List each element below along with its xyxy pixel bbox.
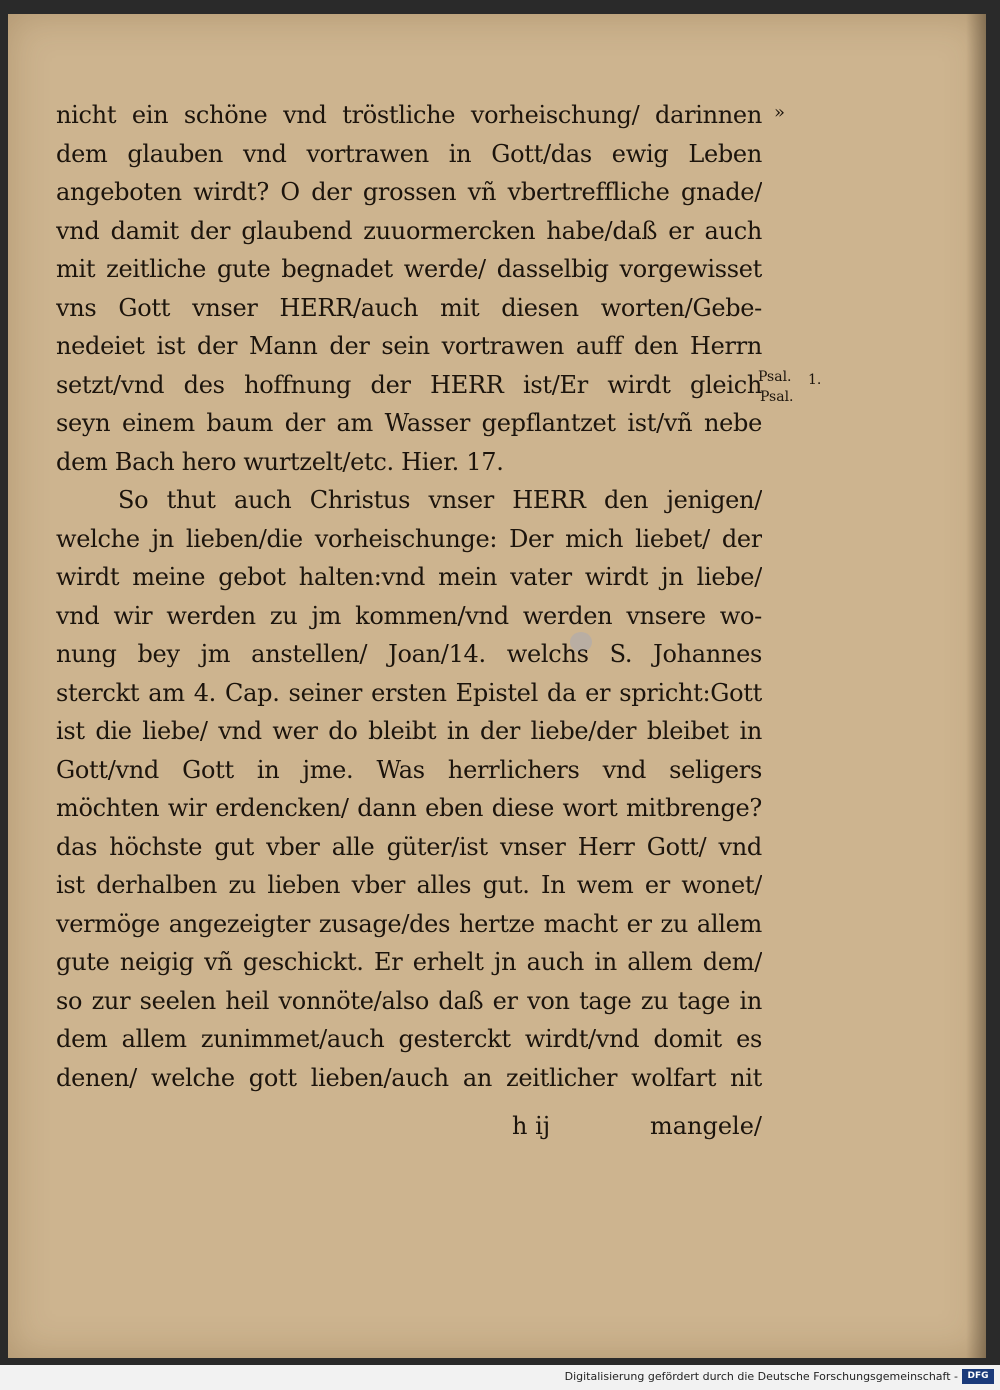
text-line: dem Bach hero wurtzelt/etc. Hier. 17. — [56, 447, 504, 476]
text-line: nicht ein schöne vnd tröstliche vorheischung/ darinnen — [56, 101, 762, 129]
body-text — [56, 96, 762, 1097]
text-line: mit zeitliche gute begnadet werde/ dasselbig vorgewisset — [56, 255, 762, 283]
margin-note-top: » — [774, 102, 786, 123]
text-line: denen/ welche gott lieben/auch an zeitlicher wolfart nit — [56, 1063, 762, 1092]
text-line: So thut auch Christus vnser HERR den jenigen/ — [118, 486, 762, 514]
text-line: wirdt meine gebot halten:vnd mein vater wirdt jn liebe/ — [56, 563, 762, 591]
text-line: vermöge angezeigter zusage/des hertze macht er zu allem — [56, 909, 762, 938]
margin-note-psalm-2: Psal. — [760, 389, 794, 405]
text-line: angeboten wirdt? O der grossen vñ vbertreffliche gnade/ — [56, 178, 762, 206]
text-line: dem allem zunimmet/auch gesterckt wirdt/vnd domit es — [56, 1025, 762, 1053]
text-line: dem glauben vnd vortrawen in Gott/das ewig Leben — [56, 139, 762, 168]
funding-credit: Digitalisierung gefördert durch die Deutsche Forschungsgemeinschaft - — [564, 1370, 958, 1383]
text-line: Gott/vnd Gott in jme. Was herrlichers vnd seligers — [56, 755, 762, 784]
book-page — [8, 14, 986, 1358]
text-line: seyn einem baum der am Wasser gepflantzet ist/vñ nebe — [56, 409, 762, 437]
page-edge-shadow — [966, 14, 986, 1358]
text-line: setzt/vnd des hoffnung der HERR ist/Er wirdt gleich — [56, 370, 762, 399]
text-line: möchten wir erdencken/ dann eben diese wort mitbrenge? — [56, 794, 762, 822]
text-line: so zur seelen heil vonnöte/also daß er von tage zu tage in — [56, 986, 762, 1015]
text-line: vns Gott vnser HERR/auch mit diesen worten/Gebe- — [56, 293, 762, 322]
text-line: gute neigig vñ geschickt. Er erhelt jn auch in allem dem/ — [56, 948, 762, 976]
margin-note-psalm: Psal. — [758, 369, 792, 385]
text-line: ist derhalben zu lieben vber alles gut. In wem er wonet/ — [56, 871, 762, 899]
text-line: nung bey jm anstellen/ Joan/14. welchs S. Johannes — [56, 640, 762, 668]
text-line: vnd wir werden zu jm kommen/vnd werden vnsere wo- — [56, 601, 762, 630]
text-line: das höchste gut vber alle güter/ist vnser Herr Gott/ vnd — [56, 832, 762, 861]
text-line: welche jn lieben/die vorheischunge: Der mich liebet/ der — [56, 524, 762, 553]
text-line: ist die liebe/ vnd wer do bleibt in der liebe/der bleibet in — [56, 717, 762, 745]
catchword: mangele/ — [649, 1112, 762, 1140]
dfg-logo: DFG — [962, 1369, 994, 1384]
text-line: vnd damit der glaubend zuuormercken habe/daß er auch — [56, 216, 762, 245]
margin-note-psalm-number: 1. — [808, 372, 822, 388]
footer-bar — [0, 1365, 1000, 1390]
text-line: sterckt am 4. Cap. seiner ersten Epistel da er spricht:Gott — [56, 678, 762, 707]
signature-mark: h ij — [512, 1112, 551, 1140]
text-line: nedeiet ist der Mann der sein vortrawen auff den Herrn — [56, 332, 762, 360]
page-foot — [56, 1112, 762, 1150]
